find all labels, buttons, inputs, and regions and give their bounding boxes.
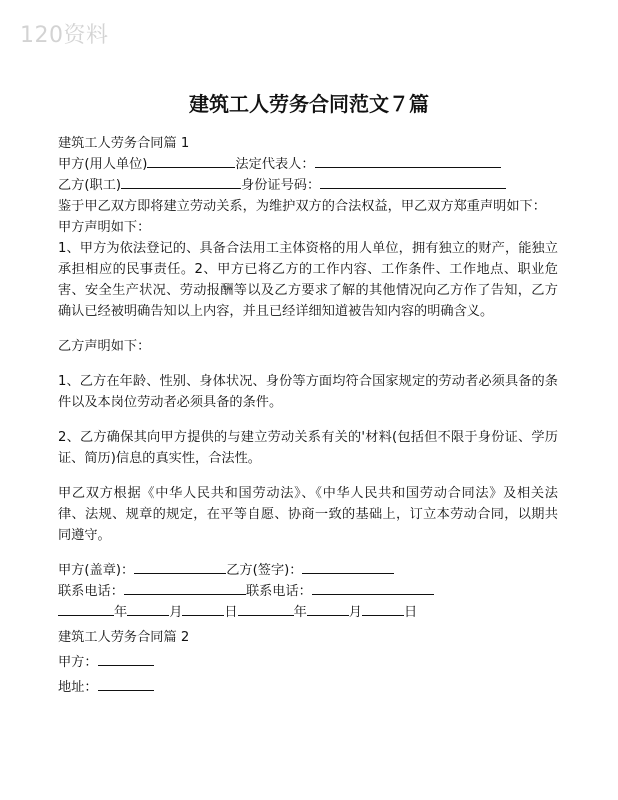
year-blank-2: [238, 602, 294, 616]
phone-label: 联系电话：: [58, 584, 124, 599]
signature-line: [58, 560, 558, 581]
year-label-2: 年: [293, 605, 307, 620]
month-label: 月: [169, 605, 183, 620]
month-blank-2: [307, 602, 349, 616]
party-a-declares-heading: 甲方声明如下：: [58, 220, 151, 235]
employee-label: 乙方(职工): [58, 178, 122, 193]
party-b-declares-heading: 乙方声明如下：: [58, 339, 151, 354]
phone-line: [58, 581, 558, 602]
day-label: 日: [224, 605, 238, 620]
id-number-label: 身份证号码：: [241, 178, 321, 193]
page-title: 建筑工人劳务合同范文７篇: [189, 92, 429, 116]
document-body: [58, 133, 558, 698]
party-b-sign-label: 乙方(签字)：: [226, 563, 303, 578]
party-b-sign-blank: [302, 560, 394, 574]
month-label-2: 月: [348, 605, 362, 620]
month-blank: [127, 602, 169, 616]
day-blank-2: [362, 602, 404, 616]
section-heading: 建筑工人劳务合同篇 1: [58, 136, 190, 151]
watermark: 120资料: [20, 23, 109, 48]
employee-blank: [121, 175, 241, 189]
party-a-seal-label: 甲方(盖章)：: [58, 563, 135, 578]
year-label: 年: [114, 605, 128, 620]
day-blank: [182, 602, 224, 616]
party-b-item-2: 2、乙方确保其向甲方提供的与建立劳动关系有关的'材料(包括但不限于身份证、学历证、简历)信息的真实性，合法性。: [58, 430, 558, 466]
address-blank: [98, 677, 154, 691]
agreement-paragraph: 甲乙双方根据《中华人民共和国劳动法》、《中华人民共和国劳动合同法》及相关法律、法规、规章的规定，在平等自愿、协商一致的基础上，订立本劳动合同，以期共同遵守。: [58, 486, 558, 543]
id-number-blank: [320, 175, 506, 189]
party-b-item-1: 1、乙方在年龄、性别、身体状况、身份等方面均符合国家规定的劳动者必须具备的条件以及本岗位劳动者必须具备的条件。: [58, 374, 558, 410]
section-heading-2: 建筑工人劳务合同篇 2: [58, 630, 190, 645]
employer-blank: [147, 154, 235, 168]
address-label: 地址：: [58, 680, 98, 695]
year-blank: [58, 602, 114, 616]
phone-blank: [124, 581, 246, 595]
phone-blank-2: [312, 581, 434, 595]
address-line: [58, 677, 558, 698]
employer-label: 甲方(用人单位): [58, 157, 148, 172]
employer-line: [58, 154, 558, 175]
party-a-blank-2: [98, 652, 154, 666]
party-a-line-2: [58, 652, 558, 673]
party-a-seal-blank: [134, 560, 226, 574]
party-a-label-2: 甲方：: [58, 655, 98, 670]
phone-label-2: 联系电话：: [245, 584, 312, 599]
legal-rep-label: 法定代表人：: [235, 157, 315, 172]
date-line: [58, 602, 558, 623]
employee-line: [58, 175, 558, 196]
party-a-item: 1、甲方为依法登记的、具备合法用工主体资格的用人单位，拥有独立的财产，能独立承担相应的民事责任。2、甲方已将乙方的工作内容、工作条件、工作地点、职业危害、安全生产状况、劳动报酬等以及乙方要求了解的其他情况向乙方作了告知，乙方确认已经被明确告知以上内容，并且已经详细知道被告知内容的明确含义。: [58, 241, 558, 319]
legal-rep-blank: [315, 154, 501, 168]
intro-paragraph: 鉴于甲乙双方即将建立劳动关系，为维护双方的合法权益，甲乙双方郑重声明如下：: [58, 199, 546, 214]
day-label-2: 日: [403, 605, 418, 620]
